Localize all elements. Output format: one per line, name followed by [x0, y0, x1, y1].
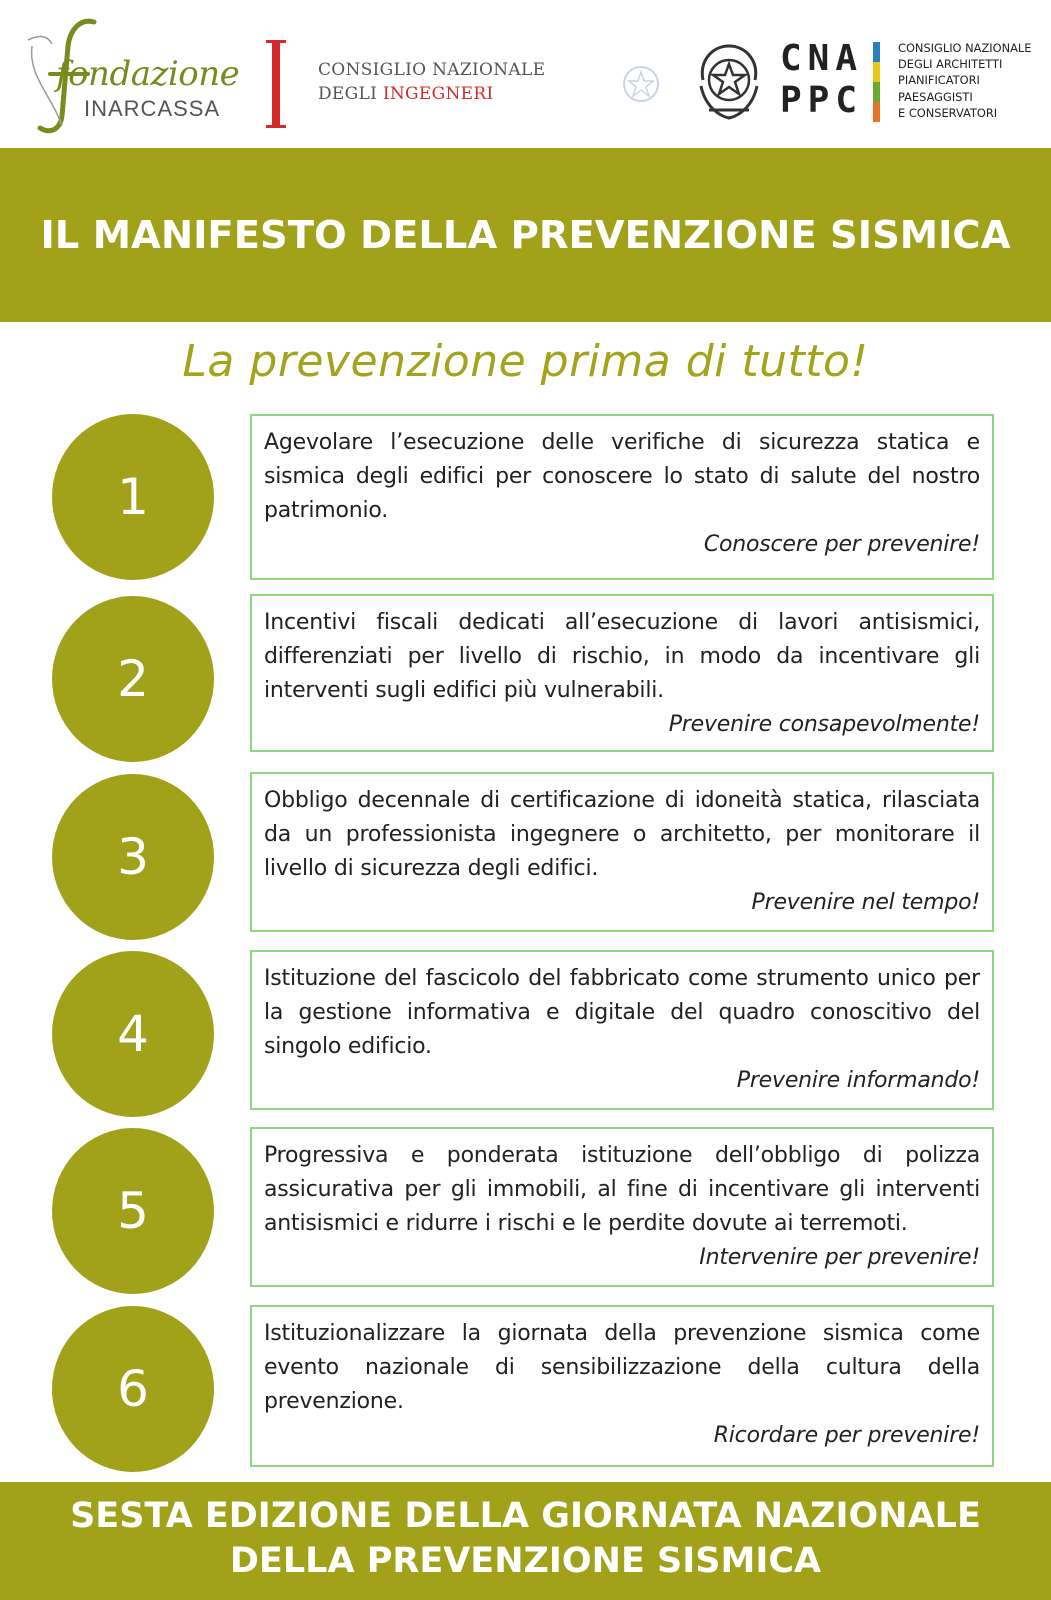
- page-subtitle: La prevenzione prima di tutto!: [182, 336, 869, 387]
- item-number-circle: 1: [52, 414, 214, 580]
- cnappc-color-bars: [873, 42, 880, 122]
- cnappc-bar-blue: [873, 42, 880, 62]
- cnappc-text: [898, 40, 1031, 121]
- cnappc-line: CONSIGLIO NAZIONALE: [898, 41, 1032, 55]
- item-motto: Ricordare per prevenire!: [713, 1423, 980, 1448]
- footer-line1: SESTA EDIZIONE DELLA GIORNATA NAZIONALE: [70, 1496, 981, 1536]
- item-text-box: [250, 772, 994, 932]
- cni-line2-prefix: DEGLI: [318, 84, 383, 104]
- cnappc-line: E CONSERVATORI: [898, 105, 998, 120]
- item-text-box: [250, 414, 994, 580]
- item-text: Istituzione del fascicolo del fabbricato come strumento unico per la gestione informativa e digitale del quadro conoscitivo del singolo edificio.: [264, 966, 980, 1059]
- item-number-circle: 6: [52, 1306, 214, 1472]
- italian-republic-emblem-icon: [695, 40, 763, 122]
- cnappc-bar-orange: [873, 102, 880, 122]
- cni-i-mark-icon: [272, 40, 280, 128]
- footer-band: [0, 1482, 1051, 1600]
- item-text-box: [250, 1305, 994, 1467]
- fondazione-subname: INARCASSA: [84, 96, 221, 121]
- item-number-circle: 2: [52, 596, 214, 762]
- cni-line2: [318, 84, 494, 104]
- item-motto: Conoscere per prevenire!: [703, 532, 980, 557]
- cnappc-letters-top: CNA: [780, 38, 864, 79]
- item-text-box: [250, 950, 994, 1110]
- item-text: Incentivi fiscali dedicati all’esecuzione di lavori antisismici, differenziati per livello di rischio, in modo da incentivare gli interventi sugli edifici più vulnerabili.: [264, 610, 980, 703]
- cnappc-bar-yellow: [873, 62, 880, 82]
- cnappc-letters-bottom: PPC: [780, 80, 864, 121]
- item-motto: Prevenire consapevolmente!: [668, 712, 980, 737]
- item-text: Progressiva e ponderata istituzione dell’obbligo di polizza assicurativa per gli immobili, al fine di incentivare gli interventi antisismici e ridurre i rischi e le perdite dovute ai terremoti.: [264, 1143, 980, 1236]
- fondazione-name: fondazione: [56, 54, 240, 94]
- faint-emblem-icon: [620, 62, 662, 108]
- page-title: IL MANIFESTO DELLA PREVENZIONE SISMICA: [40, 212, 1011, 258]
- footer-line2: DELLA PREVENZIONE SISMICA: [229, 1541, 822, 1581]
- item-number-circle: 4: [52, 951, 214, 1117]
- cnappc-line: DEGLI ARCHITETTI: [898, 57, 1003, 72]
- cni-logo: [268, 38, 568, 130]
- item-number-circle: 5: [52, 1128, 214, 1294]
- logo-bar: [0, 0, 1051, 148]
- item-motto: Prevenire informando!: [736, 1068, 980, 1093]
- title-band: [0, 148, 1051, 322]
- cni-line1: CONSIGLIO NAZIONALE: [318, 60, 546, 80]
- item-number-circle: 3: [52, 774, 214, 940]
- item-text: Istituzionalizzare la giornata della prevenzione sismica come evento nazionale di sensibilizzazione della cultura della prevenzione.: [264, 1321, 980, 1414]
- fondazione-inarcassa-logo: [22, 16, 247, 136]
- item-motto: Intervenire per prevenire!: [699, 1245, 980, 1270]
- cnappc-line: PAESAGGISTI: [898, 89, 973, 104]
- item-motto: Prevenire nel tempo!: [751, 890, 980, 915]
- item-text-box: [250, 1127, 994, 1287]
- cni-line2-highlight: INGEGNERI: [382, 84, 494, 104]
- item-text: Agevolare l’esecuzione delle verifiche di sicurezza statica e sismica degli edifici per conoscere lo stato di salute del nostro patrimonio.: [264, 430, 980, 523]
- item-text: Obbligo decennale di certificazione di idoneità statica, rilasciata da un professionista ingegnere o architetto, per monitorare il livello di sicurezza degli edifici.: [264, 788, 980, 881]
- cnappc-letters: [780, 38, 864, 126]
- cnappc-line: PIANIFICATORI: [898, 73, 980, 88]
- cnappc-bar-green: [873, 82, 880, 102]
- item-text-box: [250, 594, 994, 752]
